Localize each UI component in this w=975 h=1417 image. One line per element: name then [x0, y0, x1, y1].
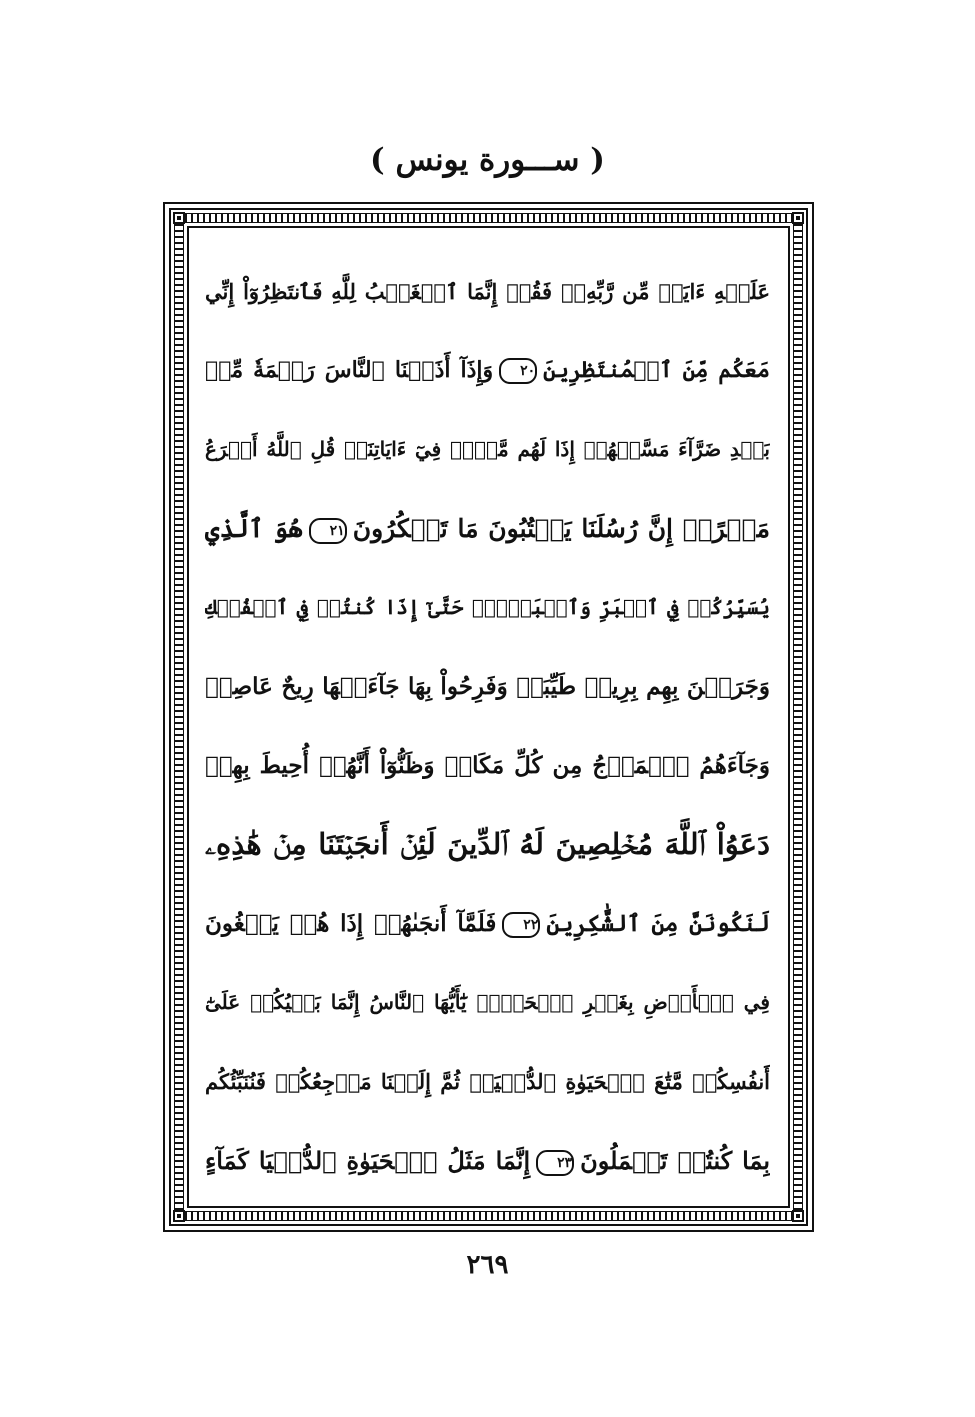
surah-title: ( ســـورة يونس ) [370, 142, 605, 178]
verse-text: وَجَرَيۡنَ بِهِم بِرِيحٖ طَيِّبَةٖ وَفَرِحُواْ بِهَا جَآءَتۡهَا رِيحٌ عَاصِفٞ [205, 673, 770, 700]
verse-text: وَجَآءَهُمُ ٱلۡمَوۡجُ مِن كُلِّ مَكَانٖ وَظَنُّوٓاْ أَنَّهُمۡ أُحِيطَ بِهِمۡ [205, 752, 770, 779]
verse-text: دَعَوُاْ ٱللَّهَ مُخۡلِصِينَ لَهُ ٱلدِّينَ لَئِنۡ أَنجَيۡتَنَا مِنۡ هَٰذِهِۦ [205, 827, 770, 861]
page-number: ٢٦٩ [466, 1250, 509, 1280]
verse-text: بِمَا كُنتُمۡ تَعۡمَلُونَ [580, 1146, 770, 1175]
verse-text: مَعَكُم مِّنَ ٱلۡمُنتَظِرِينَ [543, 357, 770, 383]
text-line [205, 489, 770, 568]
verse-text: فِي ٱلۡأَرۡضِ بِغَيۡرِ ٱلۡحَقِّۗ يَٰٓأَيُّهَا ٱلنَّاسُ إِنَّمَا بَغۡيُكُمۡ عَلَىٰٓ [205, 990, 770, 1014]
verse-text: فَلَمَّآ أَنجَىٰهُمۡ إِذَا هُمۡ يَبۡغُونَ [205, 910, 497, 937]
text-line [205, 568, 770, 647]
quran-text-block [205, 252, 770, 1200]
ayah-number-marker: ٢٣ [536, 1150, 574, 1176]
text-line [205, 963, 770, 1042]
ayah-number-marker: ٢١ [309, 518, 347, 544]
text-line [205, 252, 770, 331]
verse-text: هُوَ ٱلَّذِي [205, 514, 303, 543]
verse-text: بَعۡدِ ضَرَّآءَ مَسَّتۡهُمۡ إِذَا لَهُم مَّكۡرٞ فِيٓ ءَايَاتِنَاۚ قُلِ ٱللَّهُ أَسۡرَعُ [205, 437, 770, 461]
frame-corner-ornament [792, 212, 804, 224]
text-line [205, 1121, 770, 1200]
frame-chain-top [185, 213, 792, 223]
text-line [205, 805, 770, 884]
frame-chain-bottom [185, 1211, 792, 1221]
frame-chain-right [793, 224, 803, 1210]
ayah-number-marker: ٢٠ [499, 358, 537, 384]
text-line [205, 331, 770, 410]
frame-corner-ornament [173, 212, 185, 224]
text-line [205, 410, 770, 489]
verse-text: أَنفُسِكُمۖ مَّتَٰعَ ٱلۡحَيَوٰةِ ٱلدُّنۡيَاۖ ثُمَّ إِلَيۡنَا مَرۡجِعُكُمۡ فَنُنَبِّئُكُم [205, 1069, 770, 1094]
text-line [205, 647, 770, 726]
verse-text: مَكۡرًاۚ إِنَّ رُسُلَنَا يَكۡتُبُونَ مَا تَمۡكُرُونَ [352, 514, 770, 543]
verse-text: إِنَّمَا مَثَلُ ٱلۡحَيَوٰةِ ٱلدُّنۡيَا كَمَآءٍ [205, 1146, 531, 1175]
ayah-number-marker: ٢٢ [502, 912, 540, 938]
text-line [205, 1042, 770, 1121]
text-line [205, 884, 770, 963]
verse-text: يُسَيِّرُكُمۡ فِي ٱلۡبَرِّ وَٱلۡبَحۡرِۖ حَتَّىٰٓ إِذَا كُنتُمۡ فِي ٱلۡفُلۡكِ [205, 595, 770, 619]
frame-corner-ornament [173, 1210, 185, 1222]
verse-text: لَنَكُونَنَّ مِنَ ٱلشَّٰكِرِينَ [546, 910, 770, 937]
verse-text: عَلَيۡهِ ءَايَةٞ مِّن رَّبِّهِۦۖ فَقُلۡ إِنَّمَا ٱلۡغَيۡبُ لِلَّهِ فَٱنتَظِرُوٓاْ إِنِّي [205, 279, 770, 304]
text-line [205, 726, 770, 805]
frame-chain-left [174, 224, 184, 1210]
verse-text: وَإِذَآ أَذَقۡنَا ٱلنَّاسَ رَحۡمَةٗ مِّنۢ [205, 357, 494, 383]
frame-corner-ornament [792, 1210, 804, 1222]
